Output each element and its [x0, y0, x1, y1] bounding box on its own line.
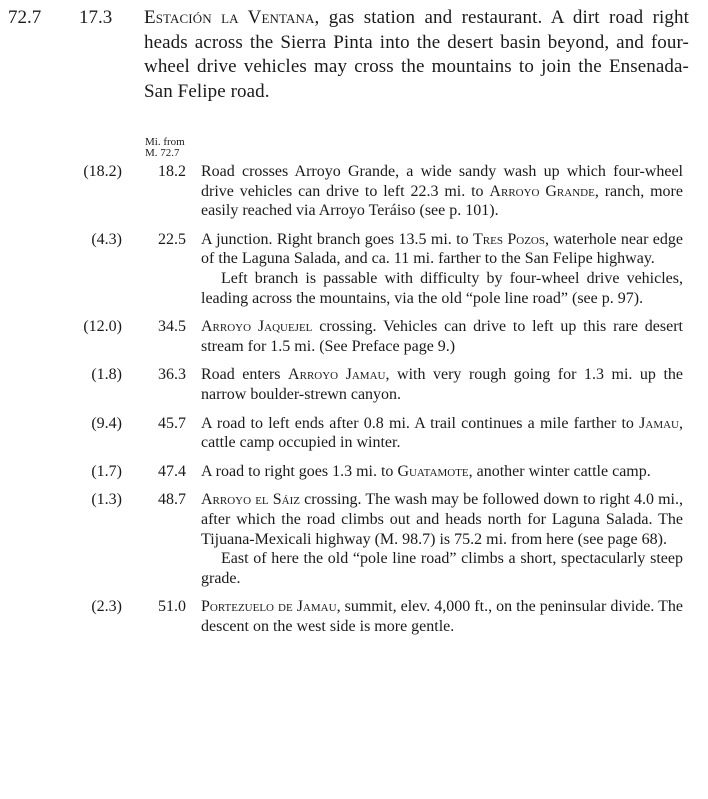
- road-log-entry: [0, 462, 708, 482]
- entry-text: , waterhole near edge of the Laguna Salada, and ca. 11 mi. farther to the San Felipe highway.: [201, 230, 683, 268]
- header-mile-total: 72.7: [8, 7, 42, 28]
- entry-mileage: 34.5: [158, 318, 186, 336]
- entry-interval: (9.4): [91, 414, 122, 432]
- entry-place-name: Arroyo Grande: [489, 182, 595, 200]
- entry-paragraph: East of here the old “pole line road” climbs a short, spectacularly steep grade.: [201, 550, 683, 587]
- entry-interval: (1.8): [91, 366, 122, 384]
- entry-place-name: Guatamote: [397, 462, 469, 480]
- entry-text: crossing. Vehicles can drive to left up this rare desert stream for 1.5 mi. (See Preface page 9.): [201, 318, 683, 355]
- entry-paragraph: [201, 597, 683, 636]
- entry-interval: (12.0): [83, 318, 122, 336]
- entry-description: [201, 230, 683, 308]
- entry-paragraph: [201, 317, 683, 356]
- entry-place-name: Tres Pozos: [473, 230, 545, 248]
- entry-description: [201, 414, 683, 453]
- entry-place-name: Portezuelo de Jamau: [201, 598, 337, 616]
- entry-text: , cattle camp occupied in winter.: [201, 414, 683, 452]
- header-description-text: , gas station and restaurant. A dirt road right heads across the Sierra Pinta into the desert basin beyond, and four-wheel drive vehicles may cross the mountains to join the Ensenada-San Felipe road.: [144, 7, 689, 102]
- mileage-reference-line2: M. 72.7: [145, 147, 180, 159]
- entry-mileage: 22.5: [158, 230, 186, 248]
- entry-interval: (1.3): [91, 491, 122, 509]
- entry-text: , summit, elev. 4,000 ft., on the peninsular divide. The descent on the west side is more gentle.: [201, 598, 683, 635]
- entry-paragraph: [201, 230, 683, 269]
- header-mile-segment: 17.3: [79, 7, 113, 28]
- entry-description: [201, 162, 683, 221]
- entry-interval: (2.3): [91, 598, 122, 616]
- entry-mileage: 51.0: [158, 598, 186, 616]
- entry-text: crossing. The wash may be followed down to right 4.0 mi., after which the road climbs out and heads north for Laguna Salada. The Tijuana-Mexicali highway (M. 98.7) is 75.2 mi. from here (see page 68).: [201, 491, 683, 548]
- entry-description: [201, 597, 683, 636]
- entry-description: [201, 490, 683, 588]
- entry-place-name: Jamau: [639, 414, 679, 432]
- entry-paragraph: [201, 162, 683, 221]
- entry-text: , ranch, more easily reached via Arroyo Teráiso (see p. 101).: [201, 182, 683, 220]
- entry-text: A junction. Right branch goes 13.5 mi. to: [201, 230, 474, 248]
- entry-paragraph: [201, 365, 683, 404]
- entry-interval: (18.2): [83, 163, 122, 180]
- road-log-entry: [0, 317, 708, 356]
- road-log-entry: [0, 597, 708, 636]
- entry-text: Road enters: [201, 366, 289, 384]
- entry-paragraph: [201, 462, 683, 482]
- entry-mileage: 47.4: [158, 462, 186, 480]
- entry-mileage: 18.2: [158, 163, 186, 180]
- entry-text: A road to left ends after 0.8 mi. A trail continues a mile farther to: [201, 414, 640, 432]
- entry-description: [201, 462, 683, 482]
- entry-mileage: 48.7: [158, 491, 186, 509]
- entry-paragraph: Left branch is passable with difficulty by four-wheel drive vehicles, leading across the mountains, via the old “pole line road” (see p. 97).: [201, 269, 683, 307]
- entry-paragraph: [201, 490, 683, 549]
- header-description: [144, 6, 689, 104]
- entry-text: , with very rough going for 1.3 mi. up the narrow boulder-strewn canyon.: [201, 366, 683, 403]
- entry-interval: (1.7): [91, 462, 122, 480]
- mileage-reference-line1: Mi. from: [145, 136, 185, 148]
- entry-text: Road crosses Arroyo Grande, a wide sandy wash up which four-wheel drive vehicles can drive to left 22.3 mi. to: [201, 163, 683, 200]
- road-log-entry: [0, 490, 708, 588]
- entry-text: , another winter cattle camp.: [468, 462, 651, 480]
- entry-mileage: 36.3: [158, 366, 186, 384]
- road-log-entry: [0, 414, 708, 453]
- entry-paragraph: [201, 414, 683, 453]
- entry-description: [201, 365, 683, 404]
- entry-place-name: Arroyo Jamau: [288, 366, 386, 384]
- road-log-entries: [0, 162, 708, 636]
- entry-place-name: Arroyo el Sáiz: [201, 491, 301, 509]
- entry-mileage: 45.7: [158, 414, 186, 432]
- entry-description: [201, 317, 683, 356]
- road-log-entry: [0, 365, 708, 404]
- entry-interval: (4.3): [91, 230, 122, 248]
- road-log-entry: [0, 230, 708, 308]
- road-log-entry: [0, 162, 708, 221]
- header-place-name: Estación la Ventana: [144, 7, 315, 28]
- entry-place-name: Arroyo Jaquejel: [201, 318, 313, 336]
- mileage-reference-label: [145, 137, 185, 159]
- entry-text: A road to right goes 1.3 mi. to: [201, 462, 398, 480]
